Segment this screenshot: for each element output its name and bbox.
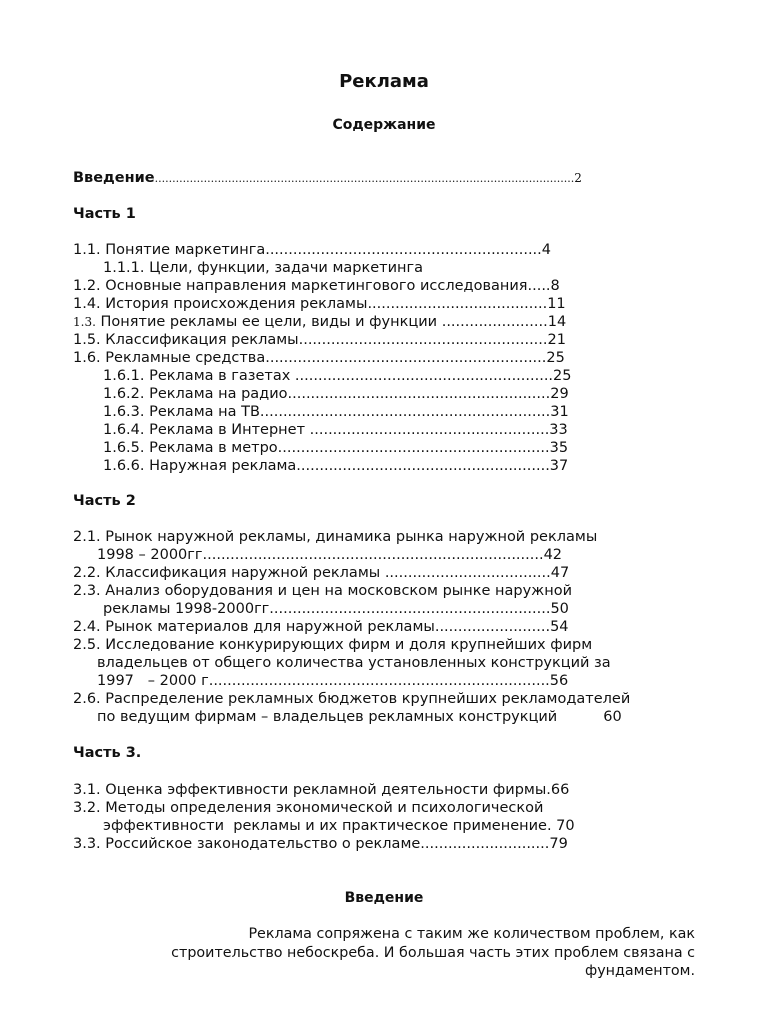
toc-item[interactable]: 1.6.4. Реклама в Интернет ....................................................33 xyxy=(103,422,568,438)
toc-part3-title: Часть 3. xyxy=(73,745,142,761)
intro-line: строительство небоскреба. И большая часть этих проблем связана с xyxy=(171,944,695,961)
toc-item[interactable]: 1.6.6. Наружная реклама.......................................................37 xyxy=(103,458,569,474)
toc-item[interactable]: 2.6. Распределение рекламных бюджетов крупнейших рекламодателей xyxy=(73,691,631,707)
toc-item[interactable]: 2.2. Классификация наружной рекламы ....................................47 xyxy=(73,565,570,581)
toc-item-continued[interactable]: 1998 – 2000гг..........................................................................42 xyxy=(97,547,563,563)
toc-item[interactable]: 2.5. Исследование конкурирующих фирм и доля крупнейших фирм xyxy=(73,637,593,653)
toc-item-text: Понятие рекламы ее цели, виды и функции .......................14 xyxy=(95,314,567,330)
toc-item-continued[interactable]: по ведущим фирмам – владельцев рекламных конструкций 60 xyxy=(97,709,622,725)
toc-item[interactable]: 1.6. Рекламные средства.............................................................25 xyxy=(73,350,565,366)
toc-item-continued[interactable]: эффективности рекламы и их практическое применение. 70 xyxy=(103,818,575,834)
toc-item[interactable]: 3.2. Методы определения экономической и психологической xyxy=(73,800,544,816)
toc-intro-label: Введение xyxy=(73,170,155,186)
intro-heading: Введение xyxy=(344,890,424,906)
toc-item[interactable]: 1.1.1. Цели, функции, задачи маркетинга xyxy=(103,260,424,276)
toc-item[interactable]: 2.4. Рынок материалов для наружной рекламы.........................54 xyxy=(73,619,569,635)
toc-item[interactable]: 1.4. История происхождения рекламы.......................................11 xyxy=(73,296,566,312)
intro-line: фундаментом. xyxy=(584,963,695,979)
toc-item[interactable]: 2.1. Рынок наружной рекламы, динамика рынка наружной рекламы xyxy=(73,529,598,545)
toc-item[interactable]: 1.6.5. Реклама в метро...........................................................35 xyxy=(103,440,569,456)
toc-part2-title: Часть 2 xyxy=(73,493,136,509)
toc-item[interactable]: 1.2. Основные направления маркетингового исследования.....8 xyxy=(73,278,560,294)
toc-intro-dots: ........................................................................................................................ xyxy=(154,172,575,185)
toc-item[interactable]: 2.3. Анализ оборудования и цен на московском рынке наружной xyxy=(73,583,573,599)
toc-item-continued[interactable]: 1997 – 2000 г..........................................................................56 xyxy=(97,673,569,689)
toc-item-number: 1.3. xyxy=(73,315,96,329)
intro-paragraph xyxy=(128,925,695,981)
toc-intro-entry[interactable] xyxy=(73,169,582,188)
document-title: Реклама xyxy=(339,71,429,92)
toc-part1-title: Часть 1 xyxy=(73,206,136,222)
intro-line: Реклама сопряжена с таким же количеством проблем, как xyxy=(248,926,695,942)
toc-item[interactable]: 1.6.2. Реклама на радио.........................................................29 xyxy=(103,386,569,402)
toc-item[interactable] xyxy=(73,313,566,331)
toc-item-continued[interactable]: рекламы 1998-2000гг.............................................................50 xyxy=(103,601,569,617)
toc-heading: Содержание xyxy=(332,117,436,133)
toc-intro-page: 2 xyxy=(574,171,582,185)
toc-item[interactable]: 1.6.1. Реклама в газетах ........................................................25 xyxy=(103,368,572,384)
toc-item[interactable]: 3.3. Российское законодательство о рекламе............................79 xyxy=(73,836,568,852)
toc-item[interactable]: 1.5. Классификация рекламы......................................................21 xyxy=(73,332,566,348)
toc-item[interactable]: 3.1. Оценка эффективности рекламной деятельности фирмы.66 xyxy=(73,782,570,798)
toc-item[interactable]: 1.6.3. Реклама на ТВ...............................................................31 xyxy=(103,404,569,420)
toc-item-continued[interactable]: владельцев от общего количества установленных конструкций за xyxy=(97,655,611,671)
toc-item[interactable]: 1.1. Понятие маркетинга............................................................4 xyxy=(73,242,551,258)
